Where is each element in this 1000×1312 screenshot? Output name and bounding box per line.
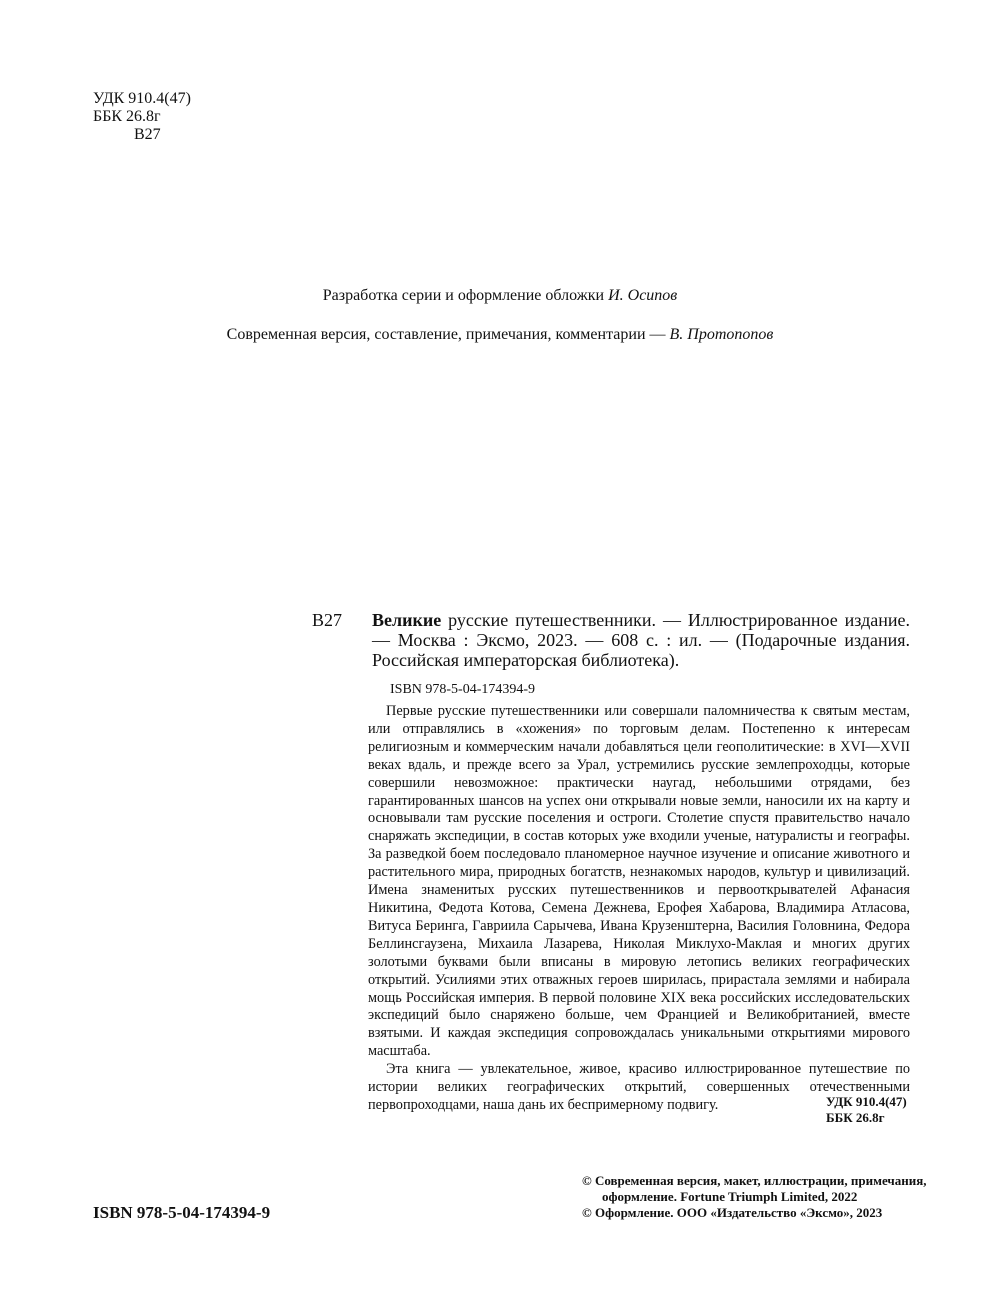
classification-codes-top (93, 90, 191, 144)
version-credit-label: Современная версия, составление, примечания, комментарии — (226, 326, 666, 343)
isbn-bottom: ISBN 978-5-04-174394-9 (93, 1203, 271, 1222)
copyright-line: © Оформление. ООО «Издательство «Эксмо», 2023 (582, 1205, 883, 1220)
isbn-entry: ISBN 978-5-04-174394-9 (390, 682, 536, 697)
series-credit-name: И. Осипов (608, 287, 678, 304)
bbk-code: ББК 26.8г (826, 1110, 885, 1125)
copyright-line: оформление. Fortune Triumph Limited, 2022 (602, 1189, 858, 1204)
series-design-credit (0, 287, 1000, 305)
annotation-paragraph: Эта книга — увлекательное, живое, красиво иллюстрированное путешествие по истории великих географических открытий, совершенных отечественными первопроходцами, наша дань их беспримерному подвигу. (368, 1061, 910, 1113)
bibliographic-entry (372, 610, 910, 670)
copyright-block (582, 1173, 927, 1221)
annotation (368, 703, 910, 1115)
udk-code: УДК 910.4(47) (826, 1094, 907, 1109)
version-credit (0, 326, 1000, 344)
classification-codes-bottom (826, 1094, 907, 1126)
series-credit-label: Разработка серии и оформление обложки (322, 287, 605, 304)
bbk-code: ББК 26.8г (93, 108, 161, 125)
author-mark: В27 (134, 126, 161, 143)
bibliographic-description: русские путешественники. — Иллюстрированное издание. — Москва : Эксмо, 2023. — 608 с. : ил. — (Подарочные издания. Российская императорская библиотека). (372, 610, 910, 670)
annotation-paragraph: Первые русские путешественники или совершали паломничества к святым местам, или отправлялись в «хожения» по торговым делам. Постепенно к интересам религиозным и коммерческим начали добавляться цели геополитические: в XVI—XVII веках вдаль, и прежде всего за Урал, устремились русские землепроходцы, которые совершили невозможное: практически наугад, небольшими отрядами, без гарантированных шансов на успех они открывали новые земли, наносили их на карту и основывали там русские поселения и остроги. Столетие спустя правительство начало снаряжать экспедиции, в состав которых уже входили ученые, натуралисты и географы. За разведкой боем последовало планомерное научное изучение и описание животного и растительного мира, природных богатств, незнакомых народов, культур и цивилизаций. Имена знаменитых русских путешественников и первооткрывателей Афанасия Никитина, Федота Котова, Семена Дежнева, Ерофея Хабарова, Владимира Атласова, Витуса Беринга, Гавриила Сарычева, Ивана Крузенштерна, Василия Головнина, Федора Беллинсгаузена, Михаила Лазарева, Николая Миклухо-Маклая и многих других золотыми буквами были вписаны в мировую летопись великих географических открытий. Усилиями этих отважных героев ширилась, прирастала землями и набирала мощь Российская империя. В первой половине XIX века российских исследовательских экспедиций было снаряжено больше, чем Францией и Великобританией, вместе взятыми. И каждая экспедиция сопровождалась уникальными открытиями мирового масштаба. (368, 703, 910, 1060)
copyright-line: © Современная версия, макет, иллюстрации, примечания, (582, 1173, 927, 1188)
bibliographic-title: Великие (372, 610, 442, 630)
udk-code: УДК 910.4(47) (93, 90, 191, 107)
version-credit-name: В. Протопопов (669, 326, 774, 343)
bibliographic-author-mark: В27 (312, 610, 343, 630)
